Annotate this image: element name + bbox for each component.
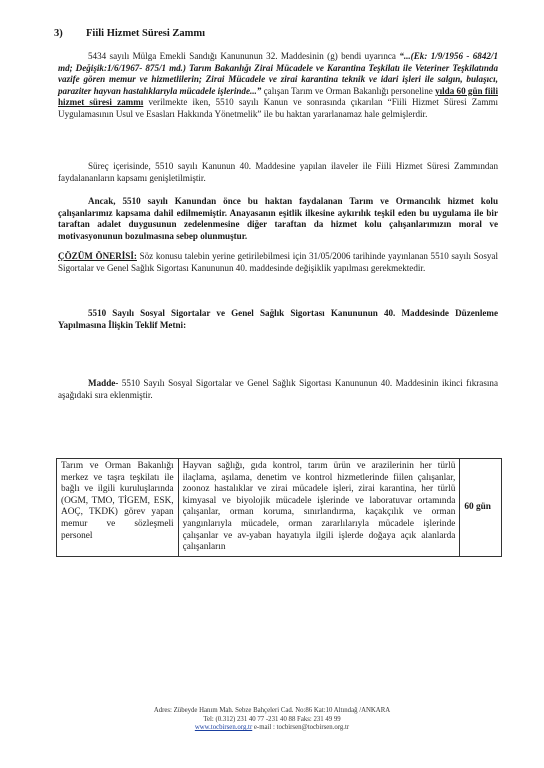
- paragraph-article: [58, 378, 498, 401]
- article-label: Madde-: [88, 378, 119, 388]
- p3-text-b: Anayasanın eşitlik ilkesine aykırılık teşkil eden bu uygulama ile bir taraftan adalet duygusunun zedelenmesine diğer taraftan da hizmet kolu çalışanlarımızın moral ve motivasyonunun bozulmasına sebep olunmuştur.: [58, 207, 498, 241]
- p1-text-e: verilmekte iken, 5510 sayılı Kanun ve sonrasında çıkarılan “Fiili Hizmet Süresi Zammı Uygulamasının Usul ve Esasları Hakkında Yönetmelik” ile bu haktan yararlanamaz hale gelmişlerdir.: [58, 97, 499, 119]
- p3-text-a: Ancak, 5510 sayılı Kanundan önce bu haktan faydalanan Tarım ve Ormancılık hizmet kolu çalışanlarımız kapsama dahil edilmemiştir.: [58, 196, 498, 218]
- p1-quoted-law: “...(Ek: 1/9/1956 - 6842/1 md; Değişik:1/6/1967- 875/1 md.) Tarım Bakanlığı Zirai Mücadele ve Karantina Teşkilatı ile Veteriner Teşkilatında vazife gören memur ve hizmetlilerin; Zirai Mücadele ve zirai karantina teknik ve idari işleri ile salgın, bulaşıcı, paraziter hayvan hastalıklarıyla mücadele işlerinde...”: [58, 51, 499, 96]
- paragraph-problem: [58, 196, 498, 242]
- paragraph-process: Süreç içerisinde, 5510 sayılı Kanunun 40. Maddesine yapılan ilaveler ile Fiili Hizmet Süresi Zammından faydalananların kapsamı genişletilmiştir.: [58, 161, 498, 183]
- section-title: Fiili Hizmet Süresi Zammı: [86, 28, 206, 39]
- footer-website-link[interactable]: www.tocbirsen.org.tr: [194, 724, 253, 732]
- proposal-table: [56, 458, 502, 557]
- solution-label: ÇÖZÜM ÖNERİSİ:: [58, 251, 137, 261]
- section-number: 3): [54, 28, 63, 39]
- solution-text: Söz konusu talebin yerine getirilebilmesi için 31/05/2006 tarihinde yayınlanan 5510 sayılı Sosyal Sigortalar ve Genel Sağlık Sigortası Kanununun 40. maddesinde değişiklik yapılması gerekmektedir.: [58, 251, 498, 273]
- table-cell-duties: Hayvan sağlığı, gıda kontrol, tarım ürün ve arazilerinin her türlü ilaçlama, aşılama, denetim ve kontrol hizmetlerinde fiilen çalışanlar, zoonoz hastalıklar ve zirai mücadele işleri, zirai karantina, her türlü kimyasal ve biyolojik mücadele işlerinde ve laboratuvar ortamında çalışanlar, orman koruma, sınırlandırma, kaçakçılık ve orman yangınlarıyla mücadele, orman zararlılarıyla mücadele işlerinde çalışanlar ve av-yaban hayatıyla ilgili işlerde doğaya açık alanlarda çalışanların: [178, 459, 460, 557]
- table-cell-personnel: Tarım ve Orman Bakanlığı merkez ve taşra teşkilatı ile bağlı ve ilgili kuruluşlarında (OGM, TMO, TİGEM, ESK, AOÇ, TKDK) görev yapan memur ve sözleşmeli personel: [57, 459, 179, 557]
- p1-text-a: 5434 sayılı Mülga Emekli Sandığı Kanununun 32. Maddesinin (g) bendi uyarınca: [88, 51, 400, 61]
- page-footer: [0, 707, 544, 733]
- paragraph-solution: [58, 251, 498, 274]
- footer-phone: Tel: (0.312) 231 40 77 -231 40 88 Faks: 231 49 99: [203, 715, 341, 723]
- footer-address: Adres: Zübeyde Hanım Mah. Sebze Bahçeleri Cad. No:86 Kat:10 Altındağ /ANKARA: [153, 707, 391, 714]
- table-cell-days: 60 gün: [460, 459, 502, 557]
- section-heading: [54, 28, 205, 39]
- footer-email: e-mail : tocbirsen@tocbirsen.org.tr: [252, 724, 350, 732]
- p1-highlight: yılda 60 gün fiili hizmet süresi zammı: [58, 85, 498, 108]
- proposal-title: 5510 Sayılı Sosyal Sigortalar ve Genel Sağlık Sigortası Kanununun 40. Maddesinde Düzenleme Yapılmasına İlişkin Teklif Metni:: [58, 308, 498, 330]
- footer-contact: [0, 724, 544, 733]
- p1-text-c: çalışan Tarım ve Orman Bakanlığı personeline: [261, 85, 436, 96]
- article-text: 5510 Sayılı Sosyal Sigortalar ve Genel Sağlık Sigortası Kanununun 40. Maddesinin ikinci fıkrasına aşağıdaki sıra eklenmiştir.: [58, 378, 498, 400]
- table-row: [57, 459, 502, 557]
- paragraph-legal-background: [58, 51, 498, 121]
